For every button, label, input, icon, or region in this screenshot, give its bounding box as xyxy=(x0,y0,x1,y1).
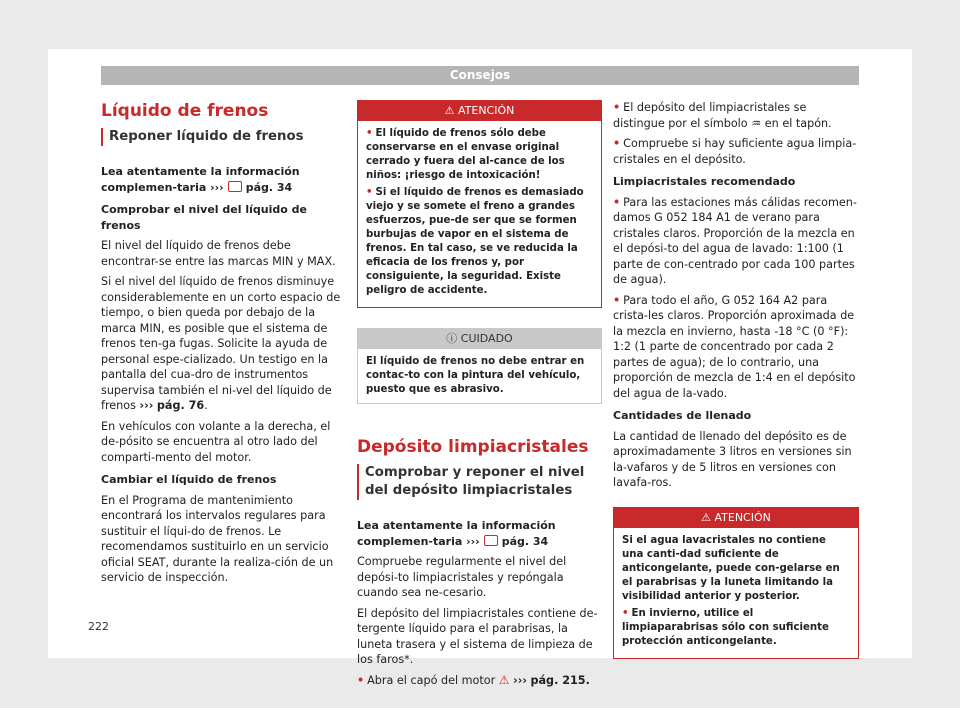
check-level-heading: Comprobar el nivel del líquido de frenos xyxy=(101,203,307,232)
bullet-icon: • xyxy=(613,101,621,114)
bullet-icon: • xyxy=(613,137,621,150)
paragraph: En el Programa de mantenimiento encontrará los intervalos regulares para sustituir el líqui-do de frenos. Le recomendamos sustituirlo en un servicio oficial SEAT, durante la realiza-ción de un servicio de inspección. xyxy=(101,493,334,584)
bullet-icon: • xyxy=(613,293,621,307)
warning-title: ATENCIÓN xyxy=(714,510,771,524)
lead-paragraph: Lea atentamente la información complemen-taria ››› pág. 34 xyxy=(101,165,300,194)
page-reference-link[interactable]: pág. 215. xyxy=(530,673,590,687)
page-reference-link[interactable]: pág. 76 xyxy=(156,399,205,412)
paragraph: Compruebe regularmente el nivel del depósi-to limpiacristales y repóngala cuando sea ne-cesario. xyxy=(357,555,567,599)
list-item: • El depósito del limpiacristales se distingue por el símbolo ♒ en el tapón. xyxy=(613,101,832,130)
page-number: 222 xyxy=(88,620,109,633)
page-reference-link[interactable]: pág. 34 xyxy=(501,534,549,548)
column-3 xyxy=(613,100,859,679)
paragraph: El nivel del líquido de frenos debe encontrar-se entre las marcas MIN y MAX. xyxy=(101,239,336,268)
bullet-icon: • xyxy=(357,673,365,687)
bullet-icon: • xyxy=(366,187,373,198)
warning-item: Si el agua lavacristales no contiene una canti-dad suficiente de anticongelante, puede con-gelarse en el parabrisas y la luneta limitando la visibilidad anterior y posterior. xyxy=(622,534,840,602)
caution-text: El líquido de frenos no debe entrar en contac-to con la pintura del vehículo, puesto que es abrasivo. xyxy=(366,356,585,395)
paragraph: En vehículos con volante a la derecha, el de-pósito se encuentra al otro lado del comparti-mento del motor. xyxy=(101,419,331,464)
warning-item: • En invierno, utilice el limpiaparabrisas sólo con suficiente protección anticongelante. xyxy=(622,607,829,647)
section-title: Líquido de frenos xyxy=(101,101,269,121)
lead-paragraph: Lea atentamente la información complemen-taria ››› pág. 34 xyxy=(357,519,556,548)
column-2 xyxy=(357,100,602,693)
book-icon xyxy=(228,181,242,192)
section-subtitle: Reponer líquido de frenos xyxy=(101,128,346,146)
section-subtitle: Comprobar y reponer el nivel del depósito limpiacristales xyxy=(357,464,602,500)
paragraph: Si el nivel del líquido de frenos disminuye considerablemente en un corto espacio de tiempo, o bien queda por debajo de la marca MIN, es posible que el sistema de frenos ten-ga fugas. Solicite la ayuda de personal espe-cializado. Un testigo en la pantalla del cua-dro de instrumentos supervisa también el ni-vel del líquido de frenos ››› pág. 76. xyxy=(101,275,341,412)
caution-box xyxy=(357,328,602,404)
book-icon xyxy=(484,535,498,546)
list-item: • Abra el capó del motor ⚠ ››› pág. 215. xyxy=(357,672,590,687)
page-reference-link[interactable]: pág. 34 xyxy=(245,180,293,194)
warning-box xyxy=(613,507,859,659)
warning-triangle-icon: ⚠ xyxy=(498,672,510,687)
list-item: • Para las estaciones más cálidas recomen-damos G 052 184 A1 de verano para cristales claros. Proporción de la mezcla en el depósi-to del agua de lavado: 1:100 (1 parte de con-centrado por cada 100 partes de agua). xyxy=(613,195,857,286)
paragraph: La cantidad de llenado del depósito es de aproximadamente 3 litros en versiones sin la-vafaros y de 5 litros en versiones con lavafa-ros. xyxy=(613,429,852,489)
section-header: Consejos xyxy=(101,66,859,85)
warning-box xyxy=(357,100,602,308)
quantities-heading: Cantidades de llenado xyxy=(613,409,752,422)
list-item: • Para todo el año, G 052 164 A2 para crista-les claros. Proporción aproximada de la mezcla en invierno, hasta -18 °C (0 °F): 1:2 (1 parte de concentrado por cada 2 partes de agua); de lo contrario, una proporción de mezcla de 1:4 en el depósito del agua de la-vado. xyxy=(613,293,856,400)
caution-icon: ⓘ xyxy=(446,332,458,345)
recommended-heading: Limpiacristales recomendado xyxy=(613,175,796,188)
section-title: Depósito limpiacristales xyxy=(357,437,589,457)
warning-triangle-icon: ⚠ xyxy=(444,104,455,117)
list-item: • Compruebe si hay suficiente agua limpia-cristales en el depósito. xyxy=(613,137,857,166)
change-fluid-heading: Cambiar el líquido de frenos xyxy=(101,473,277,486)
bullet-icon: • xyxy=(366,128,373,139)
paragraph: El depósito del limpiacristales contiene de-tergente líquido para el parabrisas, la luneta trasera y el sistema de limpieza de los faros*. xyxy=(357,606,598,666)
caution-title: CUIDADO xyxy=(460,332,513,345)
warning-triangle-icon: ⚠ xyxy=(701,510,711,524)
bullet-icon: • xyxy=(613,195,621,209)
column-1 xyxy=(101,100,346,591)
bullet-icon: • xyxy=(622,607,629,619)
washer-fluid-symbol-icon: ♒ xyxy=(751,116,762,130)
warning-item: • El líquido de frenos sólo debe conservarse en el envase original cerrado y fuera del al-cance de los niños: ¡riesgo de intoxicación! xyxy=(366,128,565,181)
warning-item: • Si el líquido de frenos es demasiado viejo y se somete el freno a grandes esfuerzos, pue-de ser que se formen burbujas de vapor en el sistema de frenos. En tal caso, se ve reducida la eficacia de los frenos y, por consiguiente, la seguridad. Existe peligro de accidente. xyxy=(366,187,584,296)
warning-title: ATENCIÓN xyxy=(457,104,515,117)
